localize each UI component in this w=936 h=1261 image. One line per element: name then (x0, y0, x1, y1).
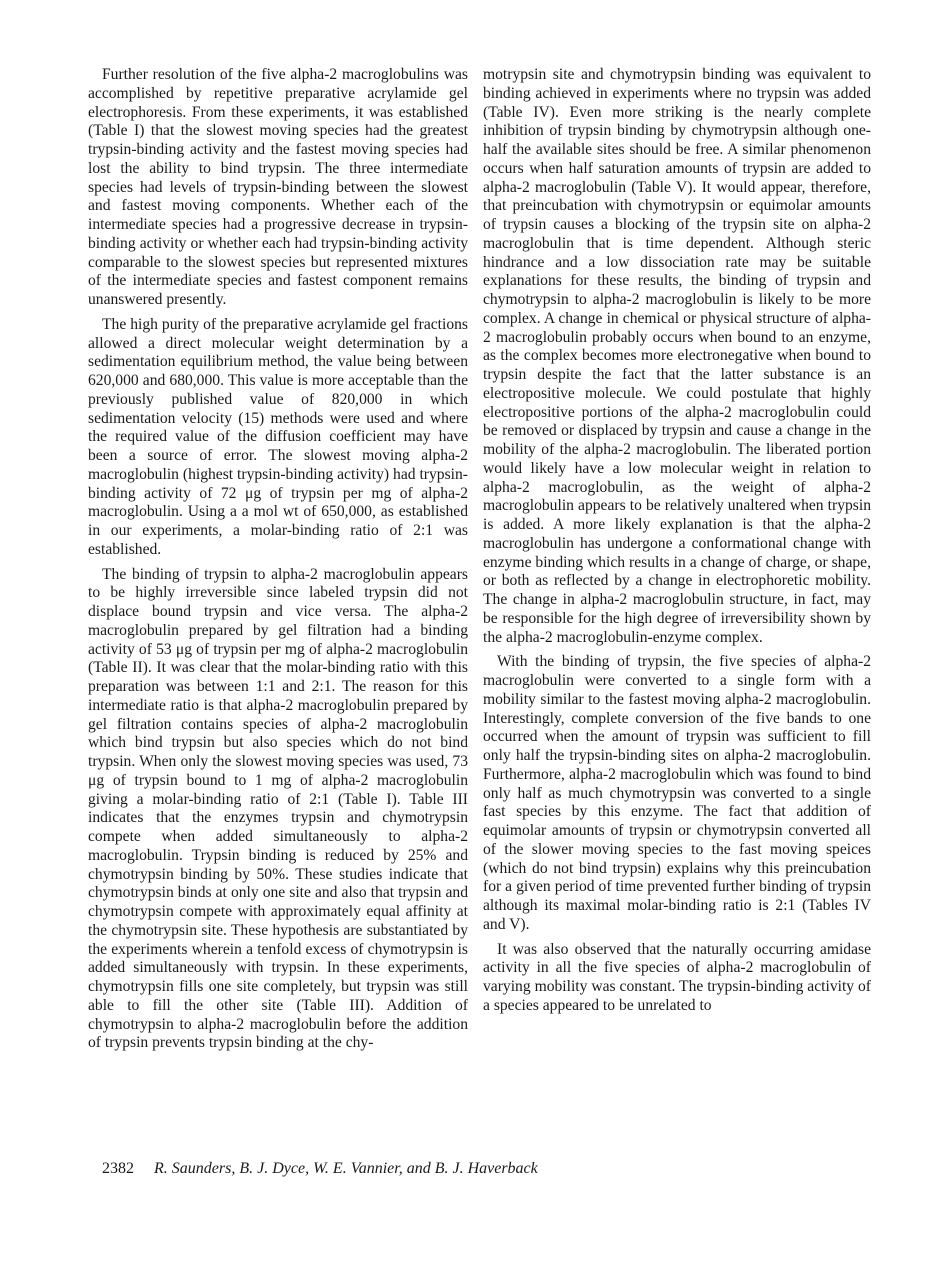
running-authors: R. Saunders, B. J. Dyce, W. E. Vannier, and B. J. Haverback (154, 1160, 538, 1177)
left-column (88, 66, 468, 1059)
paragraph: With the binding of trypsin, the five species of alpha-2 macroglobulin were converted to a single form with a mobility similar to the fastest moving alpha-2 macroglobulin. Interestingly, complete conversion of the five bands to one occurred when the amount of trypsin was sufficient to fill only half the trypsin-binding sites on alpha-2 macroglobulin. Furthermore, alpha-2 macroglobulin which was found to bind only half as much chymotrypsin was converted to a single fast species by this enzyme. The fact that addition of equimolar amounts of trypsin or chymotrypsin converted all of the slower moving species to the fast moving speices (which do not bind trypsin) explains why this preincubation for a given period of time prevented further binding of trypsin although its maximal molar-binding ratio is 2:1 (Tables IV and V). (483, 653, 871, 933)
right-column (483, 66, 871, 1022)
paragraph: It was also observed that the naturally occurring amidase activity in all the five species of alpha-2 macroglobulin of varying mobility was constant. The trypsin-binding activity of a species appeared to be unrelated to (483, 940, 871, 1014)
page-footer (102, 1160, 538, 1178)
paragraph: Further resolution of the five alpha-2 macroglobulins was accomplished by repetitive preparative acrylamide gel electrophoresis. From these experiments, it was established (Table I) that the slowest moving species had the greatest trypsin-binding activity and the fastest moving species had lost the ability to bind trypsin. The three intermediate species had levels of trypsin-binding between the slowest and fastest moving components. Whether each of the intermediate species had a progressive decrease in trypsin-binding activity or whether each had trypsin-binding activity comparable to the slowest species but represented mixtures of the intermediate species and fastest component remains unanswered presently. (88, 66, 468, 308)
page-number: 2382 (102, 1160, 134, 1177)
paragraph-continued: motrypsin site and chymotrypsin binding was equivalent to binding achieved in experiments where no trypsin was added (Table IV). Even more striking is the nearly complete inhibition of trypsin binding by chymotrypsin although one-half the available sites should be free. A similar phenomenon occurs when half saturation amounts of trypsin are added to alpha-2 macroglobulin (Table V). It would appear, therefore, that preincubation with chymotrypsin or equimolar amounts of trypsin causes a blocking of the trypsin site on alpha-2 macroglobulin that is time dependent. Although steric hindrance and a low dissociation rate may be suitable explanations for these results, the binding of trypsin and chymotrypsin to alpha-2 macroglobulin is likely to be more complex. A change in chemical or physical structure of alpha-2 macroglobulin probably occurs when bound to an enzyme, as the complex becomes more electronegative when bound to trypsin despite the fact that the latter substance is an electropositive molecule. We could postulate that highly electropositive portions of the alpha-2 macroglobulin could be removed or displaced by trypsin and cause a change in the mobility of the alpha-2 macroglobulin. The liberated portion would likely have a low molecular weight in relation to alpha-2 macroglobulin, as the weight of alpha-2 macroglobulin appears to be relatively unaltered when trypsin is added. A more likely explanation is that the alpha-2 macroglobulin has undergone a conformational change with enzyme binding which results in a change of charge, or shape, or both as reflected by a change in electrophoretic mobility. The change in alpha-2 macroglobulin structure, in fact, may be responsible for the high degree of irreversibility shown by the alpha-2 macroglobulin-enzyme complex. (483, 66, 871, 646)
paragraph: The high purity of the preparative acrylamide gel fractions allowed a direct molecular weight determination by a sedimentation equilibrium method, the value being between 620,000 and 680,000. This value is more acceptable than the previously published value of 820,000 in which sedimentation velocity (15) methods were used and where the required value of the diffusion coefficient may have been a source of error. The slowest moving alpha-2 macroglobulin (highest trypsin-binding activity) had trypsin-binding activity of 72 μg of trypsin per mg of alpha-2 macroglobulin. Using a a mol wt of 650,000, as established in our experiments, a molar-binding ratio of 2:1 was established. (88, 315, 468, 558)
paragraph: The binding of trypsin to alpha-2 macroglobulin appears to be highly irreversible since labeled trypsin did not displace bound trypsin and vice versa. The alpha-2 macroglobulin prepared by gel filtration had a binding activity of 53 μg of trypsin per mg of alpha-2 macroglobulin (Table II). It was clear that the molar-binding ratio with this preparation was between 1:1 and 2:1. The reason for this intermediate ratio is that alpha-2 macroglobulin prepared by gel filtration contains species of alpha-2 macroglobulin which bind trypsin but also species which do not bind trypsin. When only the slowest moving species was used, 73 μg of trypsin bound to 1 mg of alpha-2 macroglobulin giving a molar-binding ratio of 2:1 (Table I). Table III indicates that the enzymes trypsin and chymotrypsin compete when added simultaneously to alpha-2 macroglobulin. Trypsin binding is reduced by 25% and chymotrypsin binding by 50%. These studies indicate that chymotrypsin binds at only one site and also that trypsin and chymotrypsin compete with approximately equal affinity at the chymotrypsin site. These hypothesis are substantiated by the experiments wherein a tenfold excess of chymotrypsin is added simultaneously with trypsin. In these experiments, chymotrypsin fills one site completely, but trypsin was still able to fill the other site (Table III). Addition of chymotrypsin to alpha-2 macroglobulin before the addition of trypsin prevents trypsin binding at the chy- (88, 565, 468, 1052)
